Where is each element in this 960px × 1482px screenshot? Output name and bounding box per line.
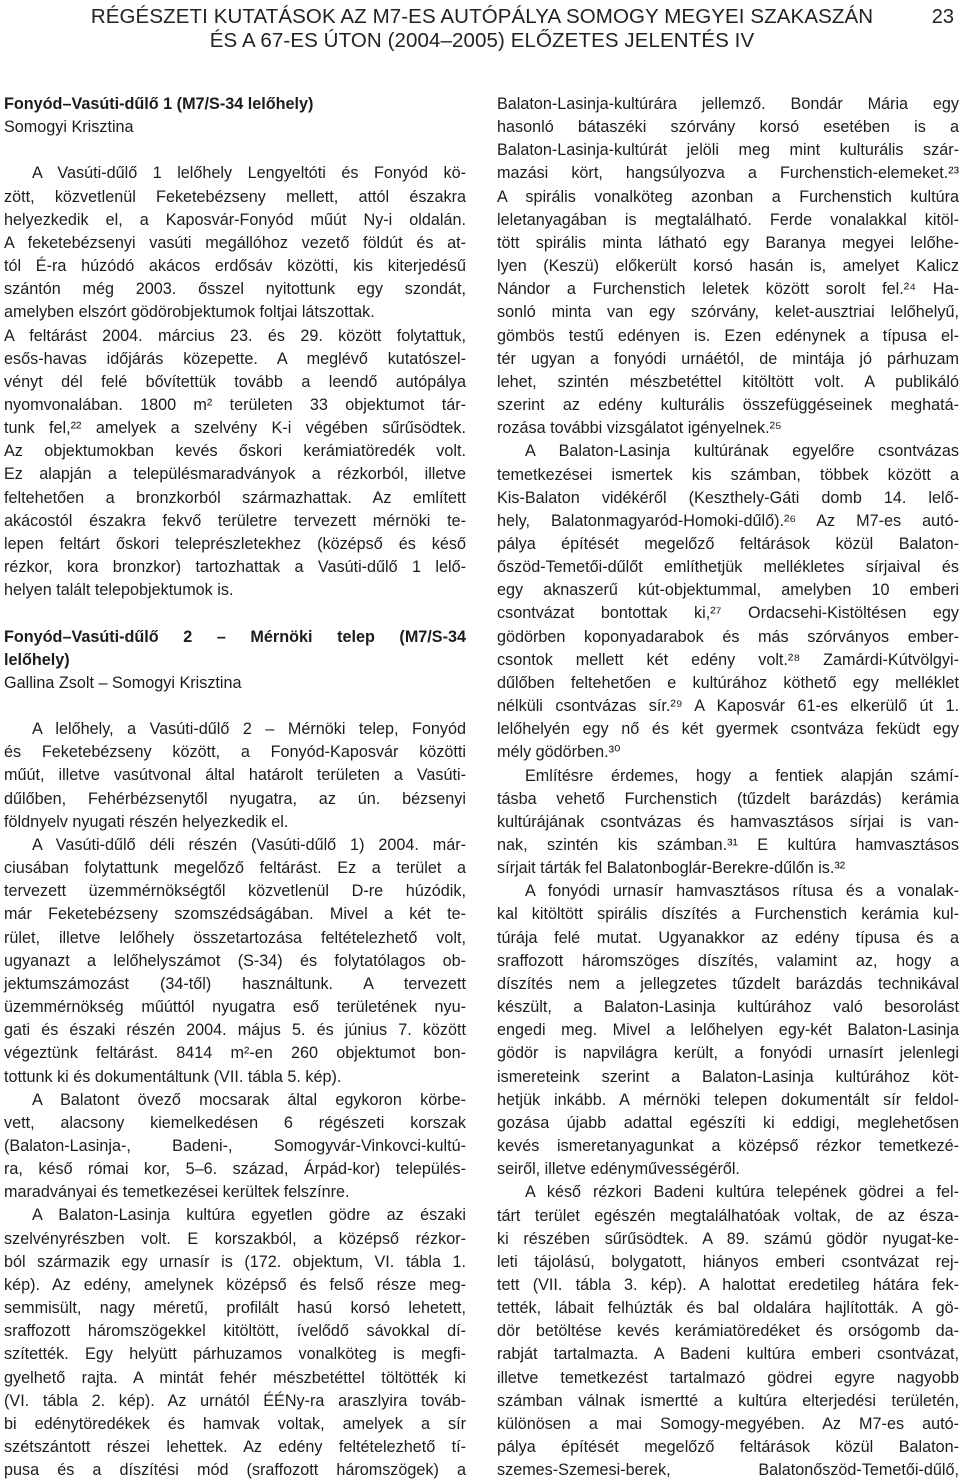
text-line: földnyelv nyugati részén helyezkedik el. (4, 812, 289, 831)
text-line: rézkor, kora bronzkor) tartozhattak a Vasúti-dűlő 1 lelő- (4, 558, 466, 577)
text-line: ugyanazt a lelőhelyszámot (S-34) és folytatólagos ob- (4, 951, 466, 970)
text-line: szétszántott részei lehettek. Az edény feltételezhető tí- (4, 1438, 466, 1457)
text-line: tárt terület egészén megtalálhatóak voltak, de az észa- (497, 1206, 959, 1225)
text-line: Kis-Balaton vidékéről (Keszthely-Gáti domb 14. lelő- (497, 488, 959, 507)
text-line: bi edénytöredékek és hamvak voltak, amelyek a sír (4, 1414, 466, 1433)
text-line: dűlőben, Fehérbézsenytől nyugatra, az ún. bézsenyi (4, 789, 466, 808)
text-line: nak, szintén kis számban.³¹ E kultúra hamvasztásos (497, 836, 959, 854)
text-line: ra, késő római kor, 5–6. század, Árpád-kor) település- (4, 1160, 466, 1179)
text-line: dűlőben feltehetően e kultúrához köthető egy melléklet (497, 673, 959, 692)
text-line: lehet, szintén mészbetéttel kitöltött volt. A publikáló (497, 372, 959, 391)
text-line: lelőhelyén egy nő és két gyermek csontváza feküdt egy (497, 720, 959, 739)
right-column (497, 93, 959, 1482)
text-line: helyen talált telepobjektumok is. (4, 581, 234, 600)
text-line: A Vasúti-dűlő 1 lelőhely Lengyeltóti és Fonyód kö- (32, 164, 466, 183)
text-line: leti tájolású, bolygatott, hiányos emberi csontvázat rej- (497, 1252, 959, 1271)
text-line: A feketebézsenyi vasúti megállóhoz vezető földút és at- (4, 233, 466, 252)
running-title-line-1: RÉGÉSZETI KUTATÁSOK AZ M7-ES AUTÓPÁLYA SOMOGY MEGYEI SZAKASZÁN (90, 5, 874, 28)
text-line: vett, alacsony kiemelkedésen 6 régészeti korszak (4, 1113, 466, 1132)
text-line: díszítés nem a jellegzetes tűzdelt barázdás technikával (497, 974, 959, 993)
text-line: tásba vehető Furchenstich (tűzdelt barázdás) kerámia (497, 789, 959, 808)
text-line: különösen a mai Somogy-megyében. Az M7-es autó- (497, 1414, 959, 1433)
text-line: A Vasúti-dűlő déli részén (Vasúti-dűlő 1) 2004. már- (32, 835, 466, 854)
left-column (4, 93, 466, 1482)
text-line: csontok mellett két edény volt.²⁸ Zamárdi-Kútvölgyi- (497, 650, 959, 669)
page-number: 23 (931, 6, 954, 28)
text-line: szemes-Szemesi-berek, Balatonőszöd-Temetői-dűlő, (497, 1461, 959, 1480)
text-line: Balaton-Lasinja-kultúrára jellemző. Bondár Mária egy (497, 95, 959, 113)
text-line: Említésre érdemes, hogy a fentiek alapján számí- (525, 766, 959, 785)
text-line: túrája felé mutat. Ugyanakkor az edény típusa és a (497, 928, 959, 947)
text-line: nélküli csontvázas sír.²⁹ A Kaposvár 61-es elkerülő út 1. (497, 697, 959, 716)
text-line: sonló minta van egy szórvány, kelet-ausztriai lelőhelyű, (497, 303, 959, 322)
section-heading-line: Fonyód–Vasúti-dűlő 2 – Mérnöki telep (M7/S-34 (4, 627, 466, 646)
text-line: rabját tartalmazta. A Badeni kultúra emberi csontvázat, (497, 1345, 959, 1364)
text-line: tér ugyan a fonyódi urnáétól, de mintája jó párhuzam (497, 349, 959, 368)
running-title-line-2: ÉS A 67-ES ÚTON (2004–2005) ELŐZETES JELENTÉS IV (209, 29, 755, 52)
text-line: A lelőhely, a Vasúti-dűlő 2 – Mérnöki telep, Fonyód (32, 720, 466, 739)
text-line: A Balaton-Lasinja kultúrának egyelőre csontvázas (525, 442, 959, 461)
text-line: hely, Balatonmagyaród-Homoki-dűlő).²⁶ Az M7-es autó- (497, 511, 959, 530)
text-line: üzemmérnökség műúttól nyugatra eső területének nyu- (4, 998, 466, 1017)
text-line: tett (VII. tábla 3. kép). A halottat eredetileg hátára fek- (497, 1275, 959, 1294)
text-line: egy aknaszerű kút-objektummal, amelyben 10 emberi (497, 581, 959, 600)
text-line: gömbös testű edényen is. Ezen edénynek a típusa el- (497, 326, 959, 345)
running-title (0, 5, 960, 53)
text-line: nyomvonalában. 1800 m² területen 33 objektumot tár- (4, 396, 466, 415)
text-line: maradványai és temetkezései kerültek felszínre. (4, 1183, 350, 1202)
text-line: Ez alapján a településmaradványok a rézkorból, illetve (4, 465, 466, 484)
text-line: pálya építését megelőző feltárások közül Balaton- (497, 1438, 959, 1457)
text-line: helyezkedik el, a Kaposvár-Fonyód műút Ny-i oldalán. (4, 210, 466, 229)
text-line: csontvázat bontottak ki,²⁷ Ordacsehi-Kistöltésen egy (497, 604, 959, 623)
paragraph-gap (4, 695, 466, 718)
text-line: A spirális vonalköteg azonban a Furchenstich kultúra (497, 187, 959, 206)
text-line: műút, illetve vasútvonal által határolt területen a Vasúti- (4, 766, 466, 785)
text-line: illetve temetkezést tartalmazó gödrei egyre nagyobb (497, 1368, 959, 1387)
text-line: tött spirális minta látható egy Baranya megyei lelőhe- (497, 233, 959, 252)
text-line: A Balatont övező mocsarak által egykoron körbe- (32, 1090, 466, 1109)
text-line: akácostól északra fekvő területre tervezett mérnöki te- (4, 511, 466, 530)
text-line: gödör is napvilágra került, a fonyódi urnasírt jelenlegi (497, 1044, 959, 1063)
text-line: ból származik egy urnasír is (172. objektum, VI. tábla 1. (4, 1252, 466, 1271)
text-line: amelyben elszórt gödörobjektumok foltjai látszottak. (4, 303, 375, 322)
text-line: tették, lábait felhúzták és bal oldalára hajlították. A gö- (497, 1299, 959, 1318)
section-heading-line: lelőhely) (4, 650, 70, 669)
text-line: végeztünk feltárást. 8414 m²-en 260 objektumot bon- (4, 1044, 466, 1063)
text-line: A feltárást 2004. március 23. és 29. között folytattuk, (4, 326, 466, 345)
text-line: kal kitöltött spirális díszítés a Furchenstich kerámia kul- (497, 905, 959, 924)
text-line: már Feketebézseny szomszédságában. Mivel a két te- (4, 905, 466, 924)
text-line: sírjait tárták fel Balatonboglár-Berekre-dűlőn is.³² (497, 859, 846, 878)
text-line: tottunk ki és dokumentáltunk (VII. tábla 5. kép). (4, 1067, 342, 1086)
text-line: ciusában folytattunk megelőző feltárást. Ez a terület a (4, 859, 466, 878)
text-line: kevés ismeretanyagunkat a középső rézkor temetkezé- (497, 1137, 959, 1156)
text-line: Somogyi Krisztina (4, 118, 134, 137)
text-line: gati és északi részén 2004. május 5. és június 7. között (4, 1021, 466, 1040)
text-line: gödörben koponyadarabok és más szórványos ember- (497, 627, 959, 646)
text-line: Gallina Zsolt – Somogyi Krisztina (4, 673, 242, 692)
text-line: leletanyagában is megtalálható. Ferde vonalakkal kitöl- (497, 210, 959, 229)
text-line: esős-havas időjárás közepette. A meglévő kutatószel- (4, 349, 466, 368)
paragraph-gap (4, 139, 466, 162)
text-line: A késő rézkori Badeni kultúra telepének gödrei a fel- (525, 1183, 959, 1202)
text-line: ki részében sűrűsödtek. A 89. számú gödör nyugat-ke- (497, 1229, 959, 1248)
text-line: sraffozott háromszöges díszítés, valamint az, hogy a (497, 951, 959, 970)
text-line: hetjük inkább. A mérnöki telepen dokumentált sír feldol- (497, 1090, 959, 1109)
text-line: rület, illetve lelőhely összetartozása feltételezhető volt, (4, 928, 466, 947)
text-line: Nándor a Furchenstich leletek között sorolt fel.²⁴ Ha- (497, 280, 959, 299)
section-heading-line: Fonyód–Vasúti-dűlő 1 (M7/S-34 lelőhely) (4, 95, 314, 113)
text-line: szerint az edény kulturális összefüggéseinek meghatá- (497, 396, 959, 415)
text-line: dör betöltése kevés kerámiatöredéket és orsógomb da- (497, 1322, 959, 1341)
text-line: gozása újabb adattal egészíti ki eddigi, meglehetősen (497, 1113, 959, 1132)
text-line: szántón még 2003. ősszel nyitottunk egy szondát, (4, 280, 466, 299)
text-line: szelvényrészben volt. E korszakból, a középső rézkor- (4, 1229, 466, 1248)
text-line: semmisült, nagy méretű, profilált hasú korsó lehetett, (4, 1299, 466, 1318)
text-line: kultúrájának csontvázas és hamvasztásos sírjai is van- (497, 812, 959, 831)
text-line: pusa és a díszítési mód (sraffozott háromszögek) a (4, 1461, 466, 1480)
text-line: készült, a Balaton-Lasinja kultúrához való besorolást (497, 998, 959, 1017)
text-line: őszöd-Temetői-dűlőt említhetjük mellékletes sírjaival és (497, 558, 959, 577)
text-line: ismereteink szerint a Balaton-Lasinja kultúrához köt- (497, 1067, 959, 1086)
text-line: számban válnak ismertté a kultúra elterjedési területén, (497, 1391, 959, 1410)
text-line: feltehetően a bronzkorból származhattak. Az említett (4, 488, 466, 507)
text-line: lepen feltárt őskori teleprészletekhez (középső és késő (4, 534, 466, 553)
text-line: tervezett üzemmérnökségtől közvetlenül D-re húzódik, (4, 882, 466, 901)
text-line: sraffozott háromszögekkel kitöltött, ívelődő sávokkal dí- (4, 1322, 466, 1341)
text-line: (VI. tábla 2. kép). Az urnától ÉÉNy-ra araszlyira továb- (4, 1391, 466, 1410)
text-line: és Feketebézseny között, a Fonyód-Kaposvár közötti (4, 743, 466, 762)
text-line: (Balaton-Lasinja-, Badeni-, Somogyvár-Vinkovci-kultú- (4, 1136, 466, 1155)
text-line: hasonló bátaszéki szórvány korsó esetében is a (497, 118, 959, 137)
text-line: tunk fel,²² amelyek a szelvény K-i végében sűrűsödtek. (4, 419, 466, 438)
text-line: gyelhető rajta. A mintát fehér mészbetéttel töltötték ki (4, 1368, 466, 1387)
text-line: pálya építését megelőző feltárások közül Balaton- (497, 534, 959, 553)
text-line: szítették. Egy helyütt párhuzamos vonalköteg is megfi- (4, 1345, 466, 1364)
text-line: mazási kört, hangsúlyozva a Furchenstich-elemeket.²³ (497, 164, 959, 183)
text-line: mély gödörben.³⁰ (497, 743, 621, 762)
text-line: rozása további vizsgálatot igényelnek.²⁵ (497, 419, 782, 438)
text-line: jektumszámozást (34-től) használtunk. A tervezett (4, 974, 466, 993)
text-line: Az objektumokban kevés őskori kerámiatöredék volt. (4, 442, 466, 461)
text-line: kép). Az edény, amelynek középső és felső része meg- (4, 1275, 466, 1294)
text-line: zött, közvetlenül Feketebézseny mellett, attól északra (4, 187, 466, 206)
text-line: A Balaton-Lasinja kultúra egyetlen gödre az északi (32, 1206, 466, 1225)
text-line: vényt dél felé bővítettük tovább a leendő autópálya (4, 372, 466, 391)
running-header (0, 0, 960, 72)
paragraph-gap (4, 602, 466, 625)
text-line: A fonyódi urnasír hamvasztásos rítusa és a vonalak- (525, 882, 959, 901)
text-line: seiről, illetve edényművességéről. (497, 1160, 740, 1179)
text-line: lyen (Keszü) előkerült korsó hasán is, amelyet Kalicz (497, 257, 959, 276)
text-line: Balaton-Lasinja-kultúrát jelöli meg mint kulturális szár- (497, 141, 959, 160)
text-line: tól É-ra húzódó akácos erdősáv közötti, kis kiterjedésű (4, 257, 466, 276)
text-line: engedi meg. Mivel a lelőhelyen egy-két Balaton-Lasinja (497, 1021, 959, 1040)
text-line: temetkezései ismertek kis számban, többek között a (497, 465, 959, 484)
